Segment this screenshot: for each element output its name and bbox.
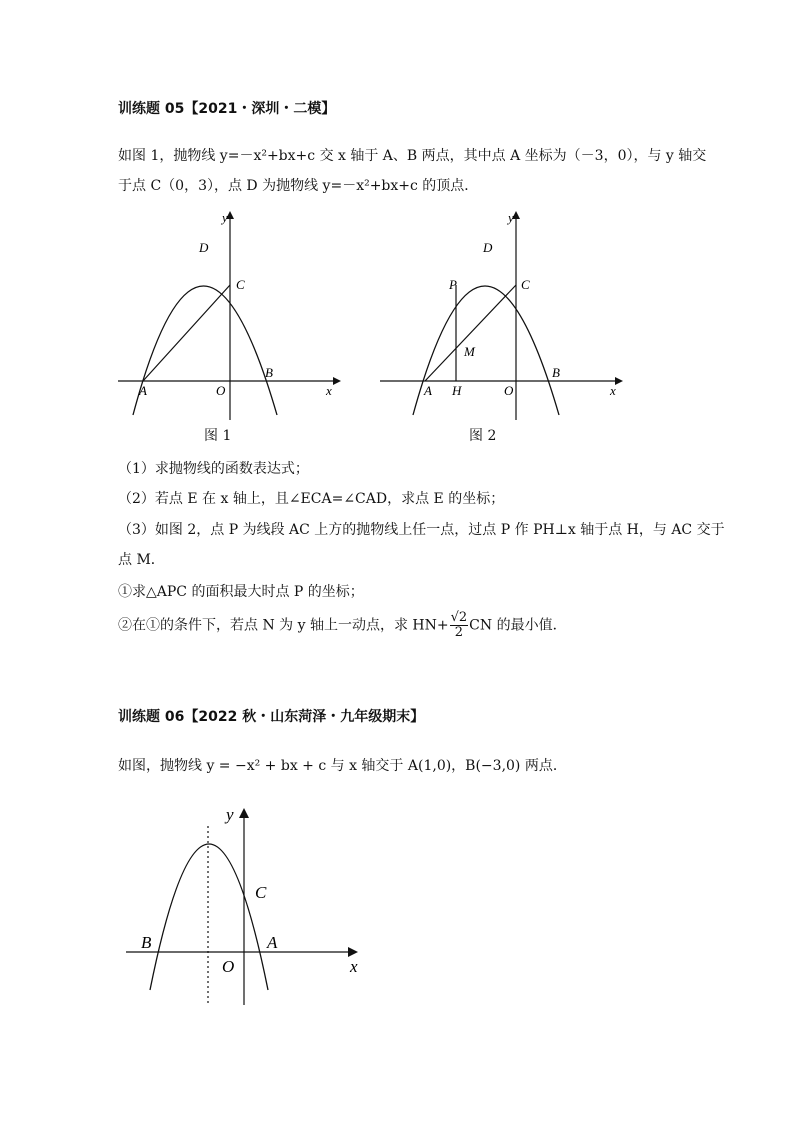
label-x: x	[350, 957, 358, 976]
label-a: A	[139, 383, 147, 398]
label-c: C	[236, 277, 245, 292]
x-axis-arrow	[333, 377, 341, 385]
fraction-sqrt2-over-2	[450, 611, 469, 640]
label-o: O	[222, 957, 235, 976]
section2-intro: 如图，抛物线 y = −x² + bx + c 与 x 轴交于 A(1,0)，B(−3,0) 两点．	[118, 758, 567, 774]
segment-ac	[425, 285, 516, 381]
fraction-numerator: √2	[450, 610, 468, 625]
label-a: A	[267, 933, 278, 952]
question-3a: ①求△APC 的面积最大时点 P 的坐标；	[118, 584, 364, 600]
section1-intro-line2: 于点 C（0，3），点 D 为抛物线 y=－x²+bx+c 的顶点．	[118, 178, 479, 194]
label-h: H	[452, 383, 462, 398]
label-y: y	[508, 210, 514, 225]
question-3-line1: （3）如图 2，点 P 为线段 AC 上方的抛物线上任一点，过点 P 作 PH⊥x 轴于点 H，与 AC 交于	[118, 522, 725, 538]
label-o: O	[216, 383, 226, 398]
x-axis-arrow	[348, 947, 358, 957]
label-p: P	[449, 277, 457, 292]
question-2: （2）若点 E 在 x 轴上，且∠ECA=∠CAD，求点 E 的坐标；	[118, 491, 505, 507]
label-d: D	[199, 240, 209, 255]
label-y: y	[226, 805, 234, 824]
label-x: x	[326, 383, 332, 398]
y-axis-arrow	[239, 808, 249, 818]
label-y: y	[222, 210, 228, 225]
parabola	[133, 286, 277, 415]
x-axis-arrow	[615, 377, 623, 385]
parabola	[413, 286, 559, 415]
section1-heading: 训练题 05【2021・深圳・二模】	[118, 101, 336, 117]
question-3b-text-after: CN 的最小值．	[469, 617, 567, 634]
fraction-denominator: 2	[454, 625, 464, 640]
label-b: B	[141, 933, 152, 952]
label-c: C	[521, 277, 530, 292]
figure-1-caption: 图 1	[204, 428, 232, 444]
question-3b	[118, 611, 567, 640]
segment-ac	[143, 285, 230, 381]
section2-heading: 训练题 06【2022 秋・山东菏泽・九年级期末】	[118, 709, 425, 725]
label-d: D	[483, 240, 493, 255]
figure-1	[118, 205, 343, 425]
parabola	[150, 844, 268, 990]
label-b: B	[552, 365, 560, 380]
question-1: （1）求抛物线的函数表达式；	[118, 461, 309, 477]
label-m: M	[464, 344, 475, 359]
section1-intro-line1: 如图 1，抛物线 y=－x²+bx+c 交 x 轴于 A、B 两点，其中点 A 坐标为（－3，0），与 y 轴交	[118, 148, 707, 164]
figure-3	[118, 800, 378, 1010]
figure-2	[380, 205, 630, 425]
figure-2-caption: 图 2	[469, 428, 497, 444]
label-a: A	[424, 383, 432, 398]
question-3-line2: 点 M．	[118, 552, 165, 568]
question-3b-text-before: ②在①的条件下，若点 N 为 y 轴上一动点，求 HN+	[118, 617, 449, 634]
label-o: O	[504, 383, 514, 398]
label-c: C	[255, 883, 267, 902]
label-b: B	[265, 365, 273, 380]
label-x: x	[610, 383, 616, 398]
